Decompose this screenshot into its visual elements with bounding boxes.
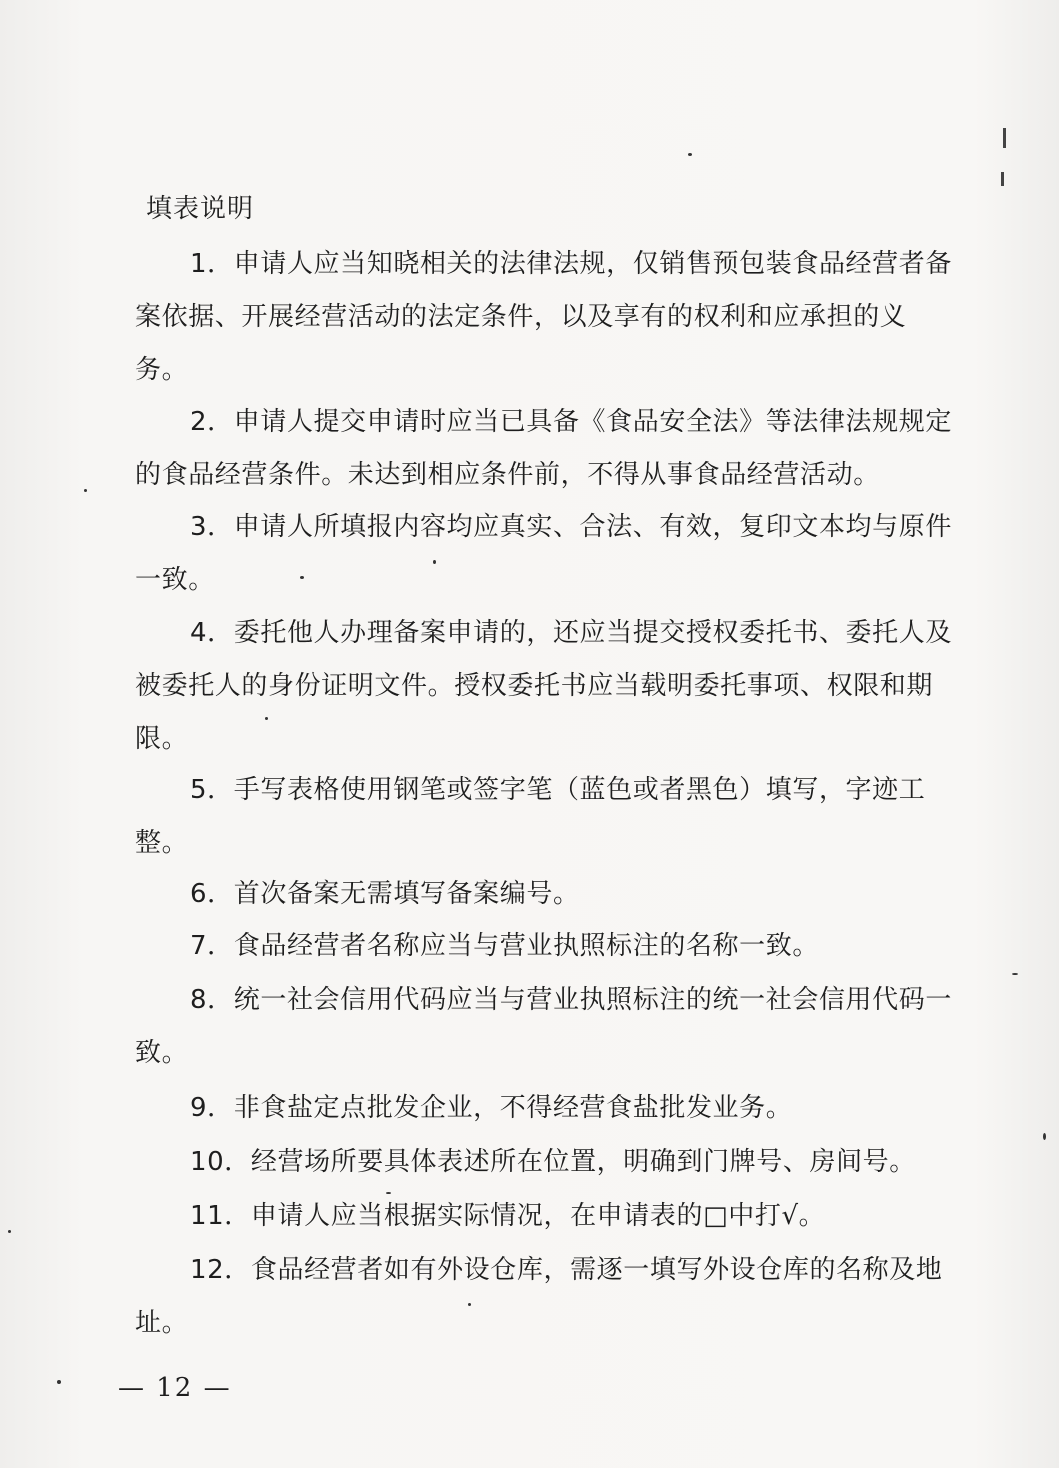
scan-speck: [300, 576, 304, 579]
instruction-item-6: 6．首次备案无需填写备案编号。: [190, 879, 580, 909]
page-number: — 12 —: [118, 1373, 232, 1403]
instruction-item-2: 2．申请人提交申请时应当已具备《食品安全法》等法律法规规定的食品经营条件。未达到相应条件前，不得从事食品经营活动。: [135, 407, 952, 490]
instruction-item-12: 12．食品经营者如有外设仓库，需逐一填写外设仓库的名称及地址。: [135, 1255, 943, 1338]
scan-speck: [1012, 973, 1018, 975]
scan-speck: [386, 1192, 391, 1194]
scan-speck: [8, 1230, 11, 1233]
scan-speck: [688, 153, 692, 156]
instruction-item-9: 9．非食盐定点批发企业，不得经营食盐批发业务。: [190, 1093, 793, 1123]
scan-speck: [265, 717, 268, 720]
scan-speck: [468, 1303, 471, 1306]
instruction-item-10: 10．经营场所要具体表述所在位置，明确到门牌号、房间号。: [190, 1147, 916, 1177]
scan-edge-mark: [1001, 172, 1004, 186]
instruction-item-7: 7．食品经营者名称应当与营业执照标注的名称一致。: [190, 931, 819, 961]
scan-speck: [84, 489, 87, 492]
instruction-item-11: 11．申请人应当根据实际情况，在申请表的□中打√。: [190, 1201, 826, 1231]
document-heading: 填表说明: [146, 194, 255, 224]
scan-speck: [433, 560, 436, 564]
scan-speck: [57, 1380, 61, 1384]
instruction-item-5: 5．手写表格使用钢笔或签字笔（蓝色或者黑色）填写，字迹工整。: [135, 775, 926, 858]
instruction-item-1: 1．申请人应当知晓相关的法律法规，仅销售预包装食品经营者备案依据、开展经营活动的法定条件，以及享有的权利和应承担的义务。: [135, 249, 952, 385]
instruction-item-3: 3．申请人所填报内容均应真实、合法、有效，复印文本均与原件一致。: [135, 512, 952, 595]
instruction-item-4: 4．委托他人办理备案申请的，还应当提交授权委托书、委托人及被委托人的身份证明文件。授权委托书应当载明委托事项、权限和期限。: [135, 618, 952, 754]
instruction-item-8: 8．统一社会信用代码应当与营业执照标注的统一社会信用代码一致。: [135, 985, 952, 1068]
scan-edge-mark: [1003, 128, 1006, 148]
scan-speck: [1043, 1133, 1046, 1140]
